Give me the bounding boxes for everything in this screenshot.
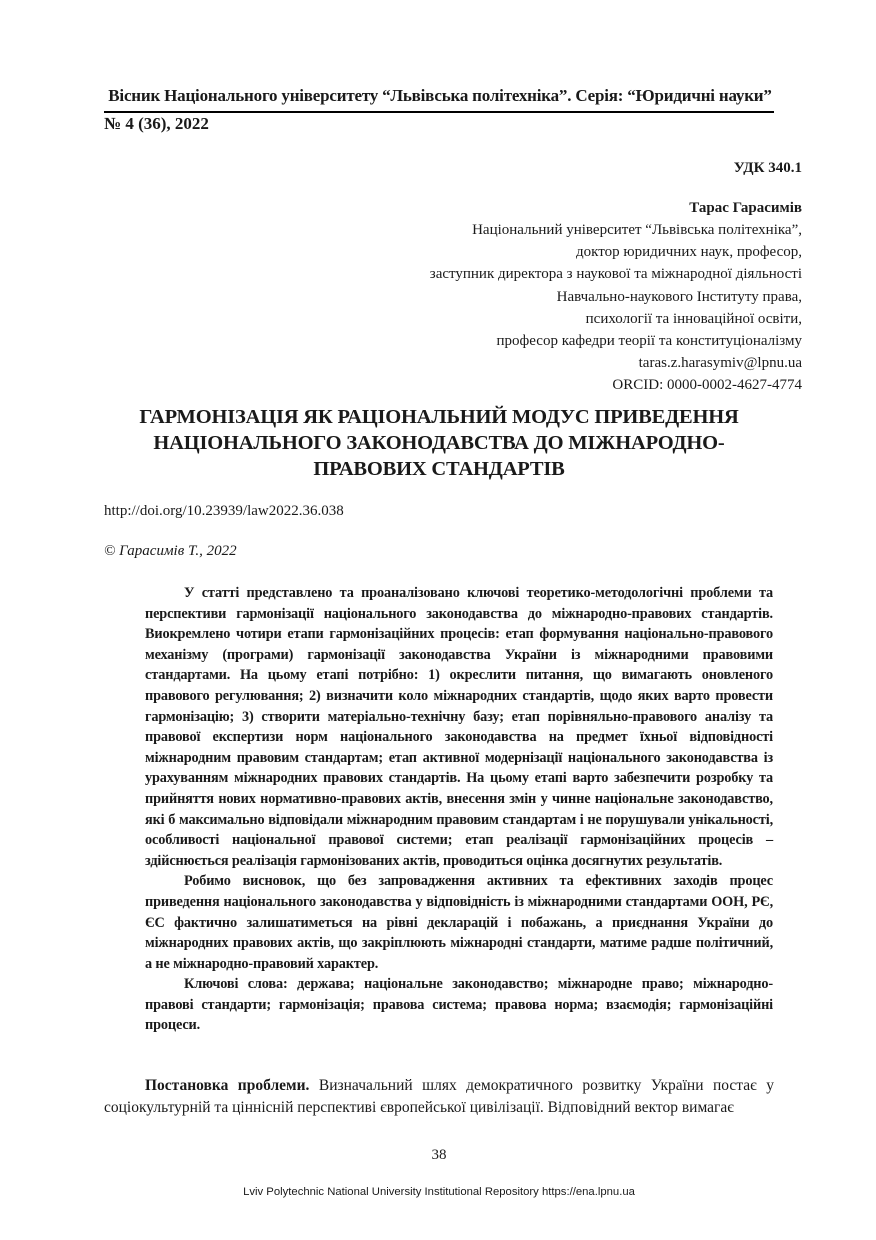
doi-link[interactable]: http://doi.org/10.23939/law2022.36.038: [104, 503, 344, 519]
copyright-notice: © Гарасимів Т., 2022: [104, 543, 237, 559]
abstract-conclusion: Робимо висновок, що без запровадження активних та ефективних заходів процес приведення національного законодавства у відповідність із міжнародними стандартами ООН, РЄ, ЄС фактично залишатиметься на рівні декларацій і побажань, а приєднання України до міжнародних правових актів, що закріплюють міжнародні стандарти, матиме радше політичний, а не міжнародно-правовий характер.: [145, 873, 773, 972]
author-affiliation: [430, 219, 802, 397]
abstract: [145, 583, 773, 1036]
header-rule: [104, 111, 774, 113]
section-lead: Постановка проблеми.: [145, 1077, 310, 1094]
journal-title: Вісник Національного університету “Львівська політехніка”. Серія: “Юридичні науки”: [108, 86, 772, 105]
affiliation-line: Національний університет “Львівська політехніка”,: [472, 222, 802, 238]
keywords: Ключові слова: держава; національне законодавство; міжнародне право; міжнародно-правові стандарти; гармонізація; правова система; правова норма; взаємодія; гармонізаційні процеси.: [145, 976, 773, 1034]
author-name: Тарас Гарасимів: [689, 200, 802, 216]
issue-number: № 4 (36), 2022: [104, 114, 209, 133]
page-number: 38: [431, 1147, 447, 1163]
author-orcid: ORCID: 0000-0002-4627-4774: [612, 377, 802, 394]
affiliation-line: психології та інноваційної освіти,: [585, 310, 802, 327]
affiliation-line: професор кафедри теорії та конституціоналізму: [496, 333, 802, 350]
affiliation-line: доктор юридичних наук, професор,: [576, 244, 802, 261]
article-title: ГАРМОНІЗАЦІЯ ЯК РАЦІОНАЛЬНИЙ МОДУС ПРИВЕДЕННЯ НАЦІОНАЛЬНОГО ЗАКОНОДАВСТВА ДО МІЖНАРОДНО-ПРАВОВИХ СТАНДАРТІВ: [139, 406, 739, 480]
body-paragraph: [104, 1075, 774, 1119]
author-email[interactable]: taras.z.harasymiv@lpnu.ua: [638, 355, 802, 372]
affiliation-line: заступник директора з наукової та міжнародної діяльності: [429, 266, 802, 283]
abstract-paragraph: У статті представлено та проаналізовано ключові теоретико-методологічні проблеми та перспективи гармонізації національного законодавства до міжнародно-правових стандартів. Виокремлено чотири етапи гармонізаційних процесів: етап формування національно-правового механізму (програми) гармонізації законодавства України із міжнародними правовими стандартами. На цьому етапі потрібно: 1) окреслити питання, що вимагають оновленого правового регулювання; 2) визначити коло міжнародних стандартів, щодо яких варто провести гармонізацію; 3) створити матеріально-технічну базу; етап порівняльно-правового аналізу та правової експертизи норм національного законодавства на предмет їхньої відповідності міжнародним правовим стандартам; етап активної модернізації національного законодавства із урахуванням міжнародних правових стандартів. На цьому етапі варто забезпечити розробку та прийняття нових нормативно-правових актів, внесення змін у чинне національне законодавство, які б максимально відповідали міжнародним правовим стандартам і не порушували унікальності, особливості національної правової системи; етап реалізації гармонізаційних процесів – здійснюється реалізація гармонізованих актів, проводиться оцінка досягнутих результатів.: [145, 585, 773, 869]
affiliation-line: Навчально-наукового Інституту права,: [556, 288, 802, 305]
udk-code: УДК 340.1: [733, 160, 802, 176]
repository-footer: Lviv Polytechnic National University Institutional Repository https://ena.lpnu.ua: [243, 1186, 635, 1198]
body-text: Визначальний шлях демократичного розвитку України постає у соціокультурній та ціннісній перспективі європейської цивілізації. Відповідний вектор вимагає: [104, 1077, 774, 1116]
